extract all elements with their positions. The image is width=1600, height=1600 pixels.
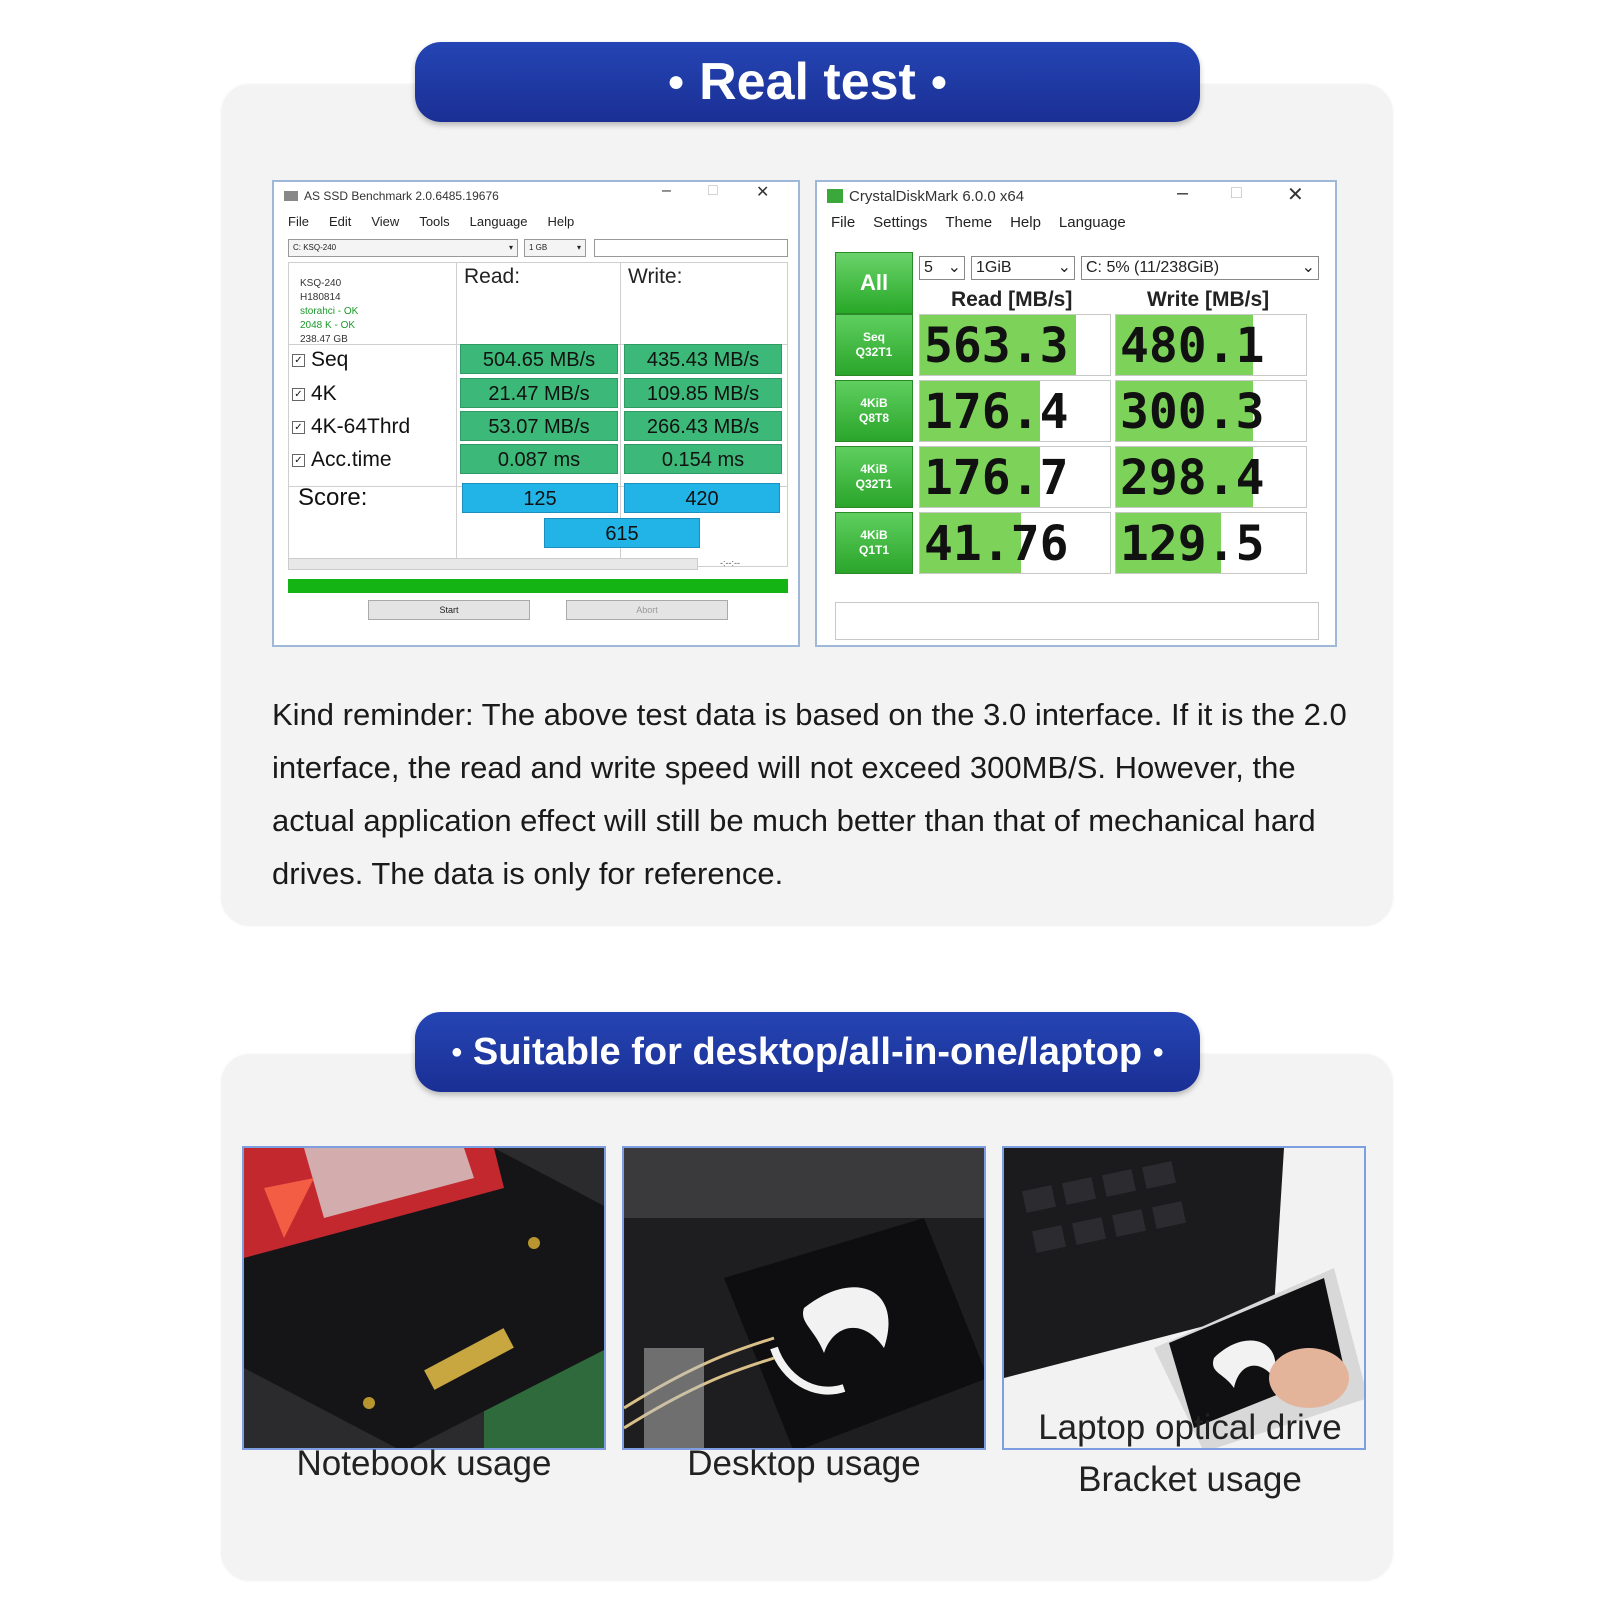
score-label: Score: bbox=[298, 484, 368, 511]
4k-write-value: 109.85 MB/s bbox=[624, 378, 782, 408]
checkbox-icon[interactable]: ✓ bbox=[292, 388, 305, 401]
crystal-read-text: 563.3 bbox=[924, 318, 1069, 374]
crystal-read-text: 176.7 bbox=[924, 450, 1069, 506]
menu-tools[interactable]: Tools bbox=[419, 214, 450, 229]
desktop-usage-photo bbox=[622, 1146, 986, 1450]
menu-help[interactable]: Help bbox=[1010, 214, 1041, 231]
row-label-line1: 4KiB bbox=[860, 462, 888, 476]
crystal-write-text: 300.3 bbox=[1120, 384, 1265, 440]
alignment-status: 2048 K - OK bbox=[300, 320, 356, 331]
crystal-write-value bbox=[1115, 512, 1307, 574]
drive-firmware: H180814 bbox=[300, 292, 341, 303]
comment-field[interactable] bbox=[835, 602, 1319, 640]
row-label: 4K bbox=[311, 382, 337, 405]
crystal-row-button[interactable] bbox=[835, 314, 913, 376]
chevron-down-icon: ⌄ bbox=[1301, 259, 1315, 276]
menu-file[interactable]: File bbox=[288, 214, 309, 229]
usage-title: Suitable for desktop/all-in-one/laptop bbox=[472, 1030, 1143, 1073]
crystaldiskmark-app-icon bbox=[827, 189, 843, 203]
crystal-titlebar bbox=[817, 182, 1335, 210]
crystal-menubar bbox=[817, 214, 1335, 231]
drive-info bbox=[300, 277, 358, 347]
as-ssd-titlebar bbox=[274, 182, 798, 210]
write-header: Write: bbox=[628, 265, 683, 288]
abort-button[interactable]: Abort bbox=[566, 600, 728, 620]
size-select-value: 1 GB bbox=[529, 243, 548, 252]
notebook-usage-photo bbox=[242, 1146, 606, 1450]
crystal-title: CrystalDiskMark 6.0.0 x64 bbox=[849, 187, 1025, 205]
real-test-title: Real test bbox=[699, 53, 916, 111]
row-label-line1: 4KiB bbox=[860, 528, 888, 542]
row-label-line2: Q8T8 bbox=[858, 411, 889, 425]
notebook-ssd-image bbox=[244, 1148, 606, 1450]
menu-help[interactable]: Help bbox=[547, 214, 575, 229]
kind-reminder-text: Kind reminder: The above test data is based on the 3.0 interface. If it is the 2.0 interface, the read and write speed will not exceed 300MB/S. However, the actual application effect will still be much better than that of mechanical hard drives. The data is only for reference. bbox=[272, 697, 1347, 891]
real-test-banner bbox=[415, 42, 1200, 122]
bullet-dot-icon: ● bbox=[450, 1040, 463, 1063]
drive-select[interactable] bbox=[1081, 256, 1319, 280]
as-ssd-menubar bbox=[274, 214, 798, 229]
maximize-button[interactable]: □ bbox=[1231, 182, 1242, 202]
score-total: 615 bbox=[544, 518, 700, 548]
row-seq[interactable] bbox=[292, 348, 348, 372]
menu-language[interactable]: Language bbox=[469, 214, 528, 229]
menu-view[interactable]: View bbox=[371, 214, 400, 229]
crystal-read-value bbox=[919, 446, 1111, 508]
minimize-button[interactable]: – bbox=[662, 182, 671, 199]
drive-capacity: 238.47 GB bbox=[300, 334, 348, 345]
write-header: Write [MB/s] bbox=[1147, 288, 1270, 311]
all-button[interactable]: All bbox=[835, 252, 913, 314]
as-ssd-status-field bbox=[594, 239, 788, 257]
menu-file[interactable]: File bbox=[831, 214, 856, 231]
close-button[interactable]: ✕ bbox=[756, 184, 770, 201]
checkbox-icon[interactable]: ✓ bbox=[292, 421, 305, 434]
acc-write-value: 0.154 ms bbox=[624, 444, 782, 474]
desktop-usage-caption: Desktop usage bbox=[687, 1444, 921, 1483]
maximize-button[interactable]: □ bbox=[708, 182, 718, 199]
menu-theme[interactable]: Theme bbox=[945, 214, 993, 231]
crystal-write-text: 129.5 bbox=[1120, 516, 1265, 572]
read-header: Read [MB/s] bbox=[951, 288, 1073, 311]
4k64-read-value: 53.07 MB/s bbox=[460, 411, 618, 441]
progress-bar bbox=[288, 579, 788, 593]
acc-read-value: 0.087 ms bbox=[460, 444, 618, 474]
row-label-line2: Q32T1 bbox=[855, 477, 893, 491]
laptop-optical-caption-line1: Laptop optical drive bbox=[1038, 1408, 1342, 1447]
4k-read-value: 21.47 MB/s bbox=[460, 378, 618, 408]
crystal-row-button[interactable] bbox=[835, 512, 913, 574]
desktop-ssd-image bbox=[624, 1148, 986, 1450]
row-4k[interactable] bbox=[292, 382, 337, 406]
row-4k-64thrd[interactable] bbox=[292, 415, 410, 439]
row-label-line2: Q32T1 bbox=[855, 345, 893, 359]
crystal-write-value bbox=[1115, 314, 1307, 376]
hdd-icon bbox=[284, 191, 298, 201]
score-write: 420 bbox=[624, 483, 780, 513]
chevron-down-icon: ⌄ bbox=[1057, 259, 1071, 276]
menu-edit[interactable]: Edit bbox=[328, 214, 352, 229]
notebook-usage-caption: Notebook usage bbox=[296, 1444, 552, 1483]
progress-time: -:--:-- bbox=[720, 558, 740, 568]
row-label: Seq bbox=[311, 348, 349, 371]
crystal-row-button[interactable] bbox=[835, 446, 913, 508]
read-header: Read: bbox=[464, 265, 521, 288]
size-select[interactable] bbox=[524, 239, 586, 257]
crystal-read-text: 41.76 bbox=[924, 516, 1069, 572]
seq-read-value: 504.65 MB/s bbox=[460, 344, 618, 374]
crystal-write-value bbox=[1115, 380, 1307, 442]
checkbox-icon[interactable]: ✓ bbox=[292, 454, 305, 467]
row-acc-time[interactable] bbox=[292, 448, 392, 472]
chevron-down-icon: ▾ bbox=[576, 243, 581, 252]
size-select[interactable] bbox=[971, 256, 1075, 280]
driver-status: storahci - OK bbox=[300, 306, 359, 317]
crystal-row-button[interactable] bbox=[835, 380, 913, 442]
row-label-line1: Seq bbox=[862, 330, 885, 344]
crystal-write-text: 298.4 bbox=[1120, 450, 1265, 506]
close-button[interactable]: ✕ bbox=[1287, 184, 1304, 206]
drive-model: KSQ-240 bbox=[300, 278, 342, 289]
grid-divider bbox=[456, 262, 457, 567]
as-ssd-window bbox=[272, 180, 800, 647]
as-ssd-title: AS SSD Benchmark 2.0.6485.19676 bbox=[304, 189, 499, 203]
menu-language[interactable]: Language bbox=[1058, 214, 1126, 231]
chevron-down-icon: ⌄ bbox=[947, 259, 961, 276]
row-label-line1: 4KiB bbox=[860, 396, 888, 410]
minimize-button[interactable]: – bbox=[1177, 182, 1189, 204]
score-read: 125 bbox=[462, 483, 618, 513]
crystal-read-value bbox=[919, 512, 1111, 574]
progress-track bbox=[288, 558, 698, 570]
bullet-dot-icon: ● bbox=[666, 65, 686, 98]
crystal-read-value bbox=[919, 380, 1111, 442]
laptop-optical-caption-line2: Bracket usage bbox=[1078, 1460, 1302, 1499]
row-label: Acc.time bbox=[311, 448, 392, 471]
bullet-dot-icon: ● bbox=[1152, 1040, 1165, 1063]
4k64-write-value: 266.43 MB/s bbox=[624, 411, 782, 441]
usage-banner bbox=[415, 1012, 1200, 1092]
size-select-value: 1GiB bbox=[976, 259, 1012, 276]
crystal-read-text: 176.4 bbox=[924, 384, 1069, 440]
bullet-dot-icon: ● bbox=[929, 65, 948, 98]
checkbox-icon[interactable]: ✓ bbox=[292, 354, 305, 367]
menu-settings[interactable]: Settings bbox=[873, 214, 928, 231]
crystal-write-value bbox=[1115, 446, 1307, 508]
crystaldiskmark-window bbox=[815, 180, 1337, 647]
row-label-line2: Q1T1 bbox=[858, 543, 889, 557]
count-select-value: 5 bbox=[924, 259, 933, 276]
crystal-write-text: 480.1 bbox=[1120, 318, 1265, 374]
start-button[interactable]: Start bbox=[368, 600, 530, 620]
drive-select-value: C: 5% (11/238GiB) bbox=[1086, 259, 1220, 276]
drive-select[interactable] bbox=[288, 239, 518, 257]
chevron-down-icon: ▾ bbox=[508, 243, 513, 252]
crystal-read-value bbox=[919, 314, 1111, 376]
seq-write-value: 435.43 MB/s bbox=[624, 344, 782, 374]
row-label: 4K-64Thrd bbox=[311, 415, 411, 438]
drive-select-value: C: KSQ-240 bbox=[293, 243, 337, 252]
count-select[interactable] bbox=[919, 256, 965, 280]
